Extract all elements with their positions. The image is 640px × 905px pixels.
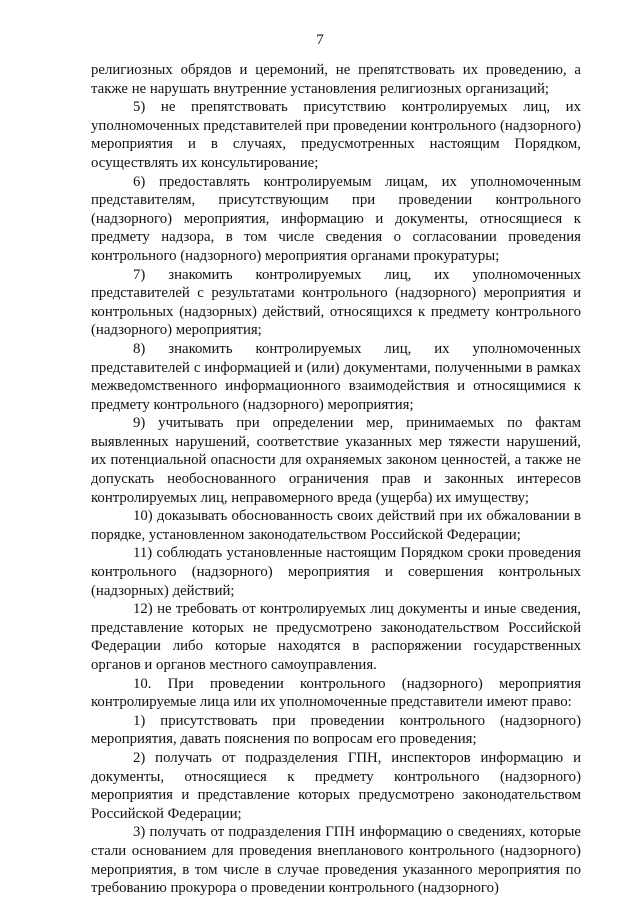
page-number: 7 (316, 32, 324, 48)
right-item-1: 1) присутствовать при проведении контрольного (надзорного) мероприятия, давать пояснения по вопросам его проведения; (91, 712, 581, 748)
paragraph-continuation: религиозных обрядов и церемоний, не препятствовать их проведению, а также не нарушать внутренние установления религиозных организаций; (91, 62, 581, 97)
paragraph-item-11: 11) соблюдать установленные настоящим Порядком сроки проведения контрольного (надзорного) мероприятия и совершения контрольных (надзорных) действий; (91, 545, 581, 599)
paragraph-item-10: 10) доказывать обоснованность своих действий при их обжаловании в порядке, установленном законодательством Российской Федерации; (91, 508, 581, 543)
paragraph-item-8: 8) знакомить контролируемых лиц, их уполномоченных представителей с информацией и (или) документами, полученными в рамках межведомственного информационного взаимодействия и относящимися к предмету контрольного (надзорного) мероприятия; (91, 340, 581, 413)
right-item-3: 3) получать от подразделения ГПН информацию о сведениях, которые стали основанием для проведения внепланового контрольного (надзорного) мероприятия, в том числе в случае проведения указанного мероприятия по требованию прокурора о проведении контрольного (надзорного) (91, 824, 581, 897)
paragraph-item-9: 9) учитывать при определении мер, принимаемых по фактам выявленных нарушений, соответствие указанных мер тяжести нарушений, их потенциальной опасности для охраняемых законом ценностей, а также не допускать необоснованного ограничения прав и законных интересов контролируемых лиц, неправомерного вреда (ущерба) их имуществу; (91, 415, 581, 506)
paragraph-item-7: 7) знакомить контролируемых лиц, их уполномоченных представителей с результатами контрольного (надзорного) мероприятия и контрольных (надзорных) действий, относящихся к предмету контрольного (надзорного) мероприятия; (91, 266, 581, 339)
paragraph-item-12: 12) не требовать от контролируемых лиц документы и иные сведения, представление которых не предусмотрено законодательством Российской Федерации либо которые находятся в распоряжении государственных органов и органов местного самоуправления. (91, 601, 581, 673)
paragraph-item-5: 5) не препятствовать присутствию контролируемых лиц, их уполномоченных представителей при проведении контрольного (надзорного) мероприятия и в случаях, предусмотренных настоящим Порядком, осуществлять их консультирование; (91, 99, 581, 171)
section-10-heading: 10. При проведении контрольного (надзорного) мероприятия контролируемые лица или их уполномоченные представители имеют право: (91, 675, 581, 711)
right-item-2: 2) получать от подразделения ГПН, инспекторов информацию и документы, относящиеся к предмету контрольного (надзорного) мероприятия и представление которых предусмотрено законодательством Российской Федерации; (91, 749, 581, 822)
document-body (91, 61, 581, 898)
paragraph-item-6: 6) предоставлять контролируемым лицам, их уполномоченным представителям, присутствующим при проведении контрольного (надзорного) мероприятия, информацию и документы, относящиеся к предмету надзора, в том числе сведения о согласовании проведения контрольного (надзорного) мероприятия органами прокуратуры; (91, 173, 581, 264)
